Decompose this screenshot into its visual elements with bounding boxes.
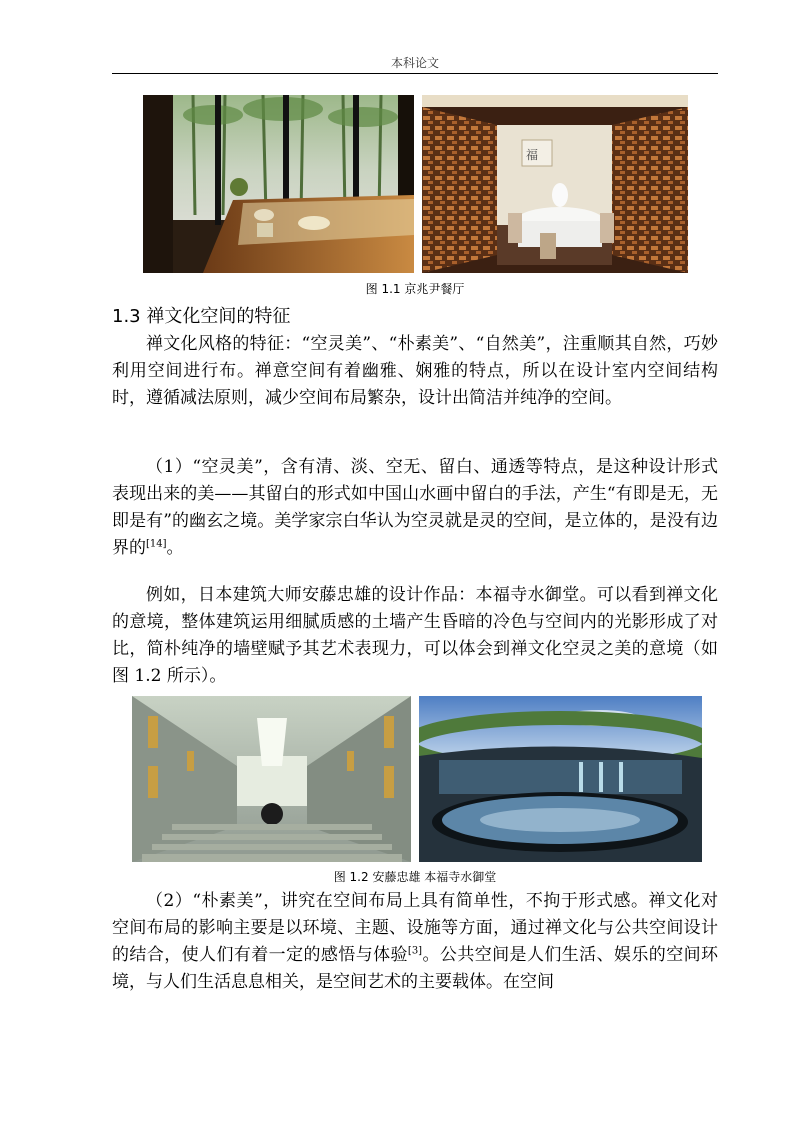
citation-14: [14]	[146, 538, 167, 550]
paragraph-2	[112, 454, 718, 562]
section-heading: 1.3 禅文化空间的特征	[112, 306, 291, 327]
paragraph-1: 禅文化风格的特征：“空灵美”、“朴素美”、“自然美”，注重顺其自然，巧妙利用空间进行布。禅意空间有着幽雅、娴雅的特点，所以在设计室内空间结构时，遵循减法原则，减少空间布局繁杂，设计出简洁并纯净的空间。	[112, 334, 718, 408]
svg-text:福: 福	[526, 148, 539, 162]
page-header: 本科论文	[390, 56, 439, 70]
paragraph-2-end: 。	[166, 538, 184, 558]
paragraph-4-end: 。公共空间是人们生活、娱乐的空间环境，与人们生活息息相关，是空间艺术的主要载体。在空间	[112, 945, 719, 992]
header-rule	[112, 73, 718, 74]
citation-3: [3]	[407, 945, 423, 957]
paragraph-3: 例如，日本建筑大师安藤忠雄的设计作品：本福寺水御堂。可以看到禅文化的意境，整体建筑运用细腻质感的土墙产生昏暗的冷色与空间内的光影形成了对比，简朴纯净的墙壁赋予其艺术表现力，可以体会到禅文化空灵之美的意境（如图 1.2 所示）。	[112, 585, 718, 686]
figure-1-2-caption: 图 1.2 安藤忠雄 本福寺水御堂	[333, 870, 497, 884]
paragraph-4-text: （2）“朴素美”，讲究在空间布局上具有简单性，不拘于形式感。禅文化对空间布局的影响主要是以环境、主题、设施等方面，通过禅文化与公共空间设计的结合，使人们有着一定的感悟与体验	[112, 891, 718, 965]
figure-1-2-photo-left	[132, 696, 411, 862]
figure-1-1-photo-right	[422, 95, 688, 273]
paragraph-4	[112, 888, 718, 996]
figure-1-1-caption: 图 1.1 京兆尹餐厅	[365, 282, 465, 296]
paragraph-2-text: （1）“空灵美”，含有清、淡、空无、留白、通透等特点，是这种设计形式表现出来的美——其留白的形式如中国山水画中留白的手法，产生“有即是无，无即是有”的幽玄之境。美学家宗白华认为空灵就是灵的空间，是立体的，是没有边界的	[112, 457, 718, 558]
figure-1-2-photo-right	[419, 696, 702, 862]
figure-1-1-photo-left	[143, 95, 414, 273]
